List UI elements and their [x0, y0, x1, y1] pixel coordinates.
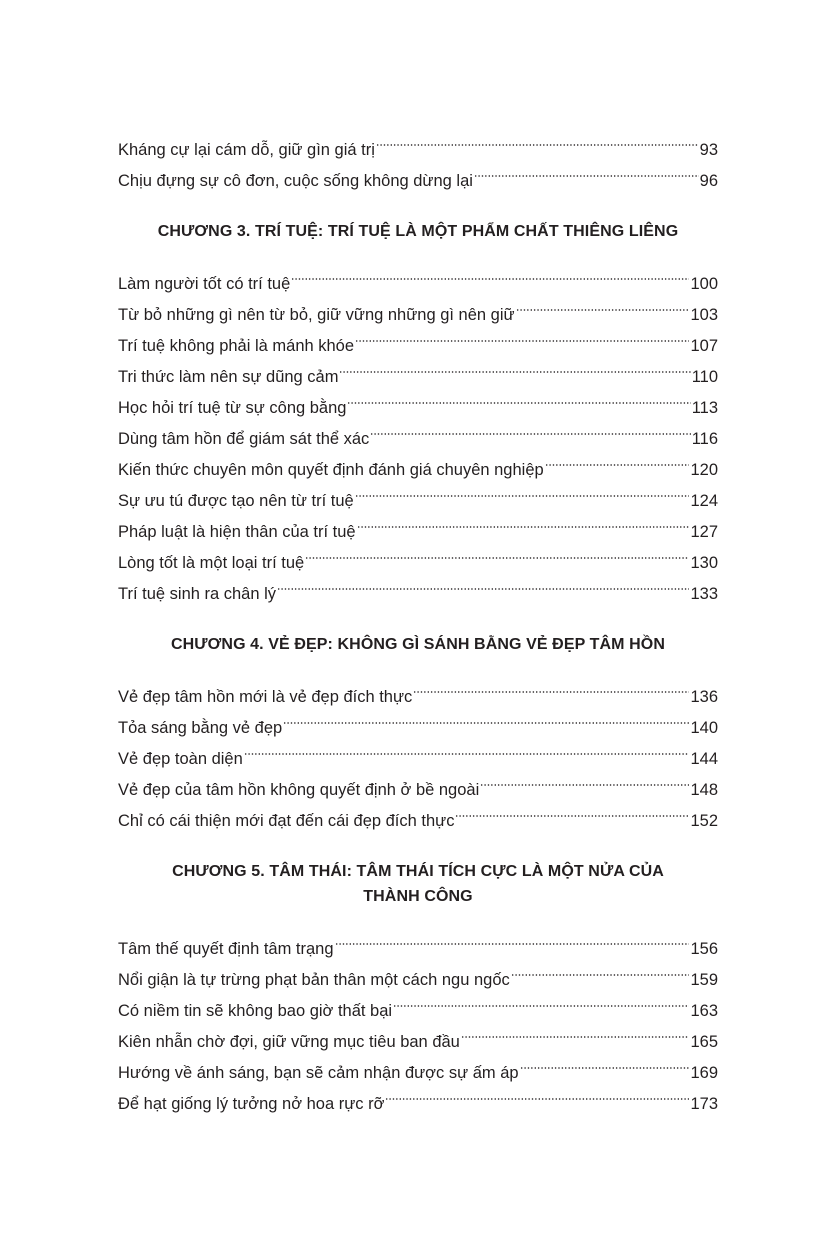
entry-page-number: 173	[690, 1095, 718, 1113]
dot-leader	[370, 413, 690, 444]
entry-title: Chỉ có cái thiện mới đạt đến cái đẹp đích thực	[118, 812, 455, 830]
dot-leader	[393, 985, 689, 1016]
entry-title: Kiên nhẫn chờ đợi, giữ vững mục tiêu ban đầu	[118, 1033, 460, 1051]
entry-title: Có niềm tin sẽ không bao giờ thất bại	[118, 1002, 393, 1020]
entry-page-number: 100	[690, 275, 718, 293]
entry-title: Kháng cự lại cám dỗ, giữ gìn giá trị	[118, 141, 375, 159]
entry-title: Từ bỏ những gì nên từ bỏ, giữ vững những gì nên giữ	[118, 306, 515, 324]
chapter-heading-line: THÀNH CÔNG	[363, 888, 473, 905]
entry-page-number: 127	[690, 523, 718, 541]
entry-title: Chịu đựng sự cô đơn, cuộc sống không dừng lại	[118, 172, 473, 190]
entry-page-number: 144	[690, 750, 718, 768]
entry-page-number: 113	[691, 399, 718, 417]
entry-title: Trí tuệ không phải là mánh khóe	[118, 337, 355, 355]
entry-page-number: 159	[690, 971, 718, 989]
dot-leader	[385, 1078, 689, 1109]
entry-title: Tâm thế quyết định tâm trạng	[118, 940, 334, 958]
chapter-heading-line: CHƯƠNG 5. TÂM THÁI: TÂM THÁI TÍCH CỰC LÀ MỘT NỬA CỦA	[172, 863, 664, 880]
entry-page-number: 163	[690, 1002, 718, 1020]
toc-entry[interactable]	[118, 671, 718, 706]
entry-page-number: 103	[690, 306, 718, 324]
dot-leader	[305, 537, 689, 568]
entry-title: Trí tuệ sinh ra chân lý	[118, 585, 277, 603]
dot-leader	[474, 155, 699, 186]
chapter-heading	[98, 632, 738, 657]
table-of-contents	[118, 124, 718, 1113]
dot-leader	[339, 351, 690, 382]
entry-page-number: 136	[690, 688, 718, 706]
entry-page-number: 116	[691, 430, 718, 448]
dot-leader	[376, 124, 699, 155]
entry-title: Vẻ đẹp tâm hồn mới là vẻ đẹp đích thực	[118, 688, 413, 706]
dot-leader	[516, 289, 690, 320]
entry-page-number: 152	[690, 812, 718, 830]
entry-title: Nổi giận là tự trừng phạt bản thân một cách ngu ngốc	[118, 971, 510, 989]
entry-title: Để hạt giống lý tưởng nở hoa rực rỡ	[118, 1095, 385, 1113]
dot-leader	[277, 568, 689, 599]
entry-title: Làm người tốt có trí tuệ	[118, 275, 291, 293]
toc-section	[118, 859, 718, 1113]
entry-page-number: 93	[699, 141, 718, 159]
entry-page-number: 130	[690, 554, 718, 572]
entry-title: Lòng tốt là một loại trí tuệ	[118, 554, 305, 572]
dot-leader	[455, 795, 689, 826]
toc-section	[118, 219, 718, 603]
chapter-heading	[98, 219, 738, 244]
entry-page-number: 96	[699, 172, 718, 190]
entry-title: Vẻ đẹp toàn diện	[118, 750, 243, 768]
entry-page-number: 110	[691, 368, 718, 386]
entry-title: Kiến thức chuyên môn quyết định đánh giá chuyên nghiệp	[118, 461, 544, 479]
chapter-heading-line: CHƯƠNG 3. TRÍ TUỆ: TRÍ TUỆ LÀ MỘT PHẨM CHẤT THIÊNG LIÊNG	[157, 223, 679, 240]
entry-page-number: 148	[690, 781, 718, 799]
dot-leader	[545, 444, 690, 475]
entry-page-number: 169	[690, 1064, 718, 1082]
dot-leader	[413, 671, 689, 702]
dot-leader	[244, 733, 690, 764]
entry-title: Sự ưu tú được tạo nên từ trí tuệ	[118, 492, 354, 510]
entry-page-number: 124	[690, 492, 718, 510]
entry-title: Tỏa sáng bằng vẻ đẹp	[118, 719, 283, 737]
toc-section	[118, 632, 718, 830]
entry-title: Vẻ đẹp của tâm hồn không quyết định ở bề ngoài	[118, 781, 480, 799]
entry-title: Dùng tâm hồn để giám sát thể xác	[118, 430, 370, 448]
entry-page-number: 140	[690, 719, 718, 737]
dot-leader	[511, 954, 690, 985]
toc-entry[interactable]	[118, 258, 718, 293]
entry-title: Học hỏi trí tuệ từ sự công bằng	[118, 399, 347, 417]
entry-title: Tri thức làm nên sự dũng cảm	[118, 368, 339, 386]
entry-page-number: 120	[690, 461, 718, 479]
entry-page-number: 133	[690, 585, 718, 603]
dot-leader	[461, 1016, 690, 1047]
entry-title: Pháp luật là hiện thân của trí tuệ	[118, 523, 356, 541]
dot-leader	[335, 923, 690, 954]
dot-leader	[291, 258, 689, 289]
toc-entry[interactable]	[118, 124, 718, 159]
dot-leader	[355, 475, 690, 506]
dot-leader	[480, 764, 689, 795]
entry-page-number: 165	[690, 1033, 718, 1051]
dot-leader	[347, 382, 690, 413]
dot-leader	[355, 320, 689, 351]
toc-section	[118, 124, 718, 190]
chapter-heading	[98, 859, 738, 909]
dot-leader	[357, 506, 690, 537]
toc-entry[interactable]	[118, 923, 718, 958]
entry-title: Hướng về ánh sáng, bạn sẽ cảm nhận được sự ấm áp	[118, 1064, 519, 1082]
dot-leader	[283, 702, 689, 733]
entry-page-number: 107	[690, 337, 718, 355]
entry-page-number: 156	[690, 940, 718, 958]
dot-leader	[520, 1047, 690, 1078]
chapter-heading-line: CHƯƠNG 4. VẺ ĐẸP: KHÔNG GÌ SÁNH BẰNG VẺ ĐẸP TÂM HỒN	[171, 636, 665, 653]
